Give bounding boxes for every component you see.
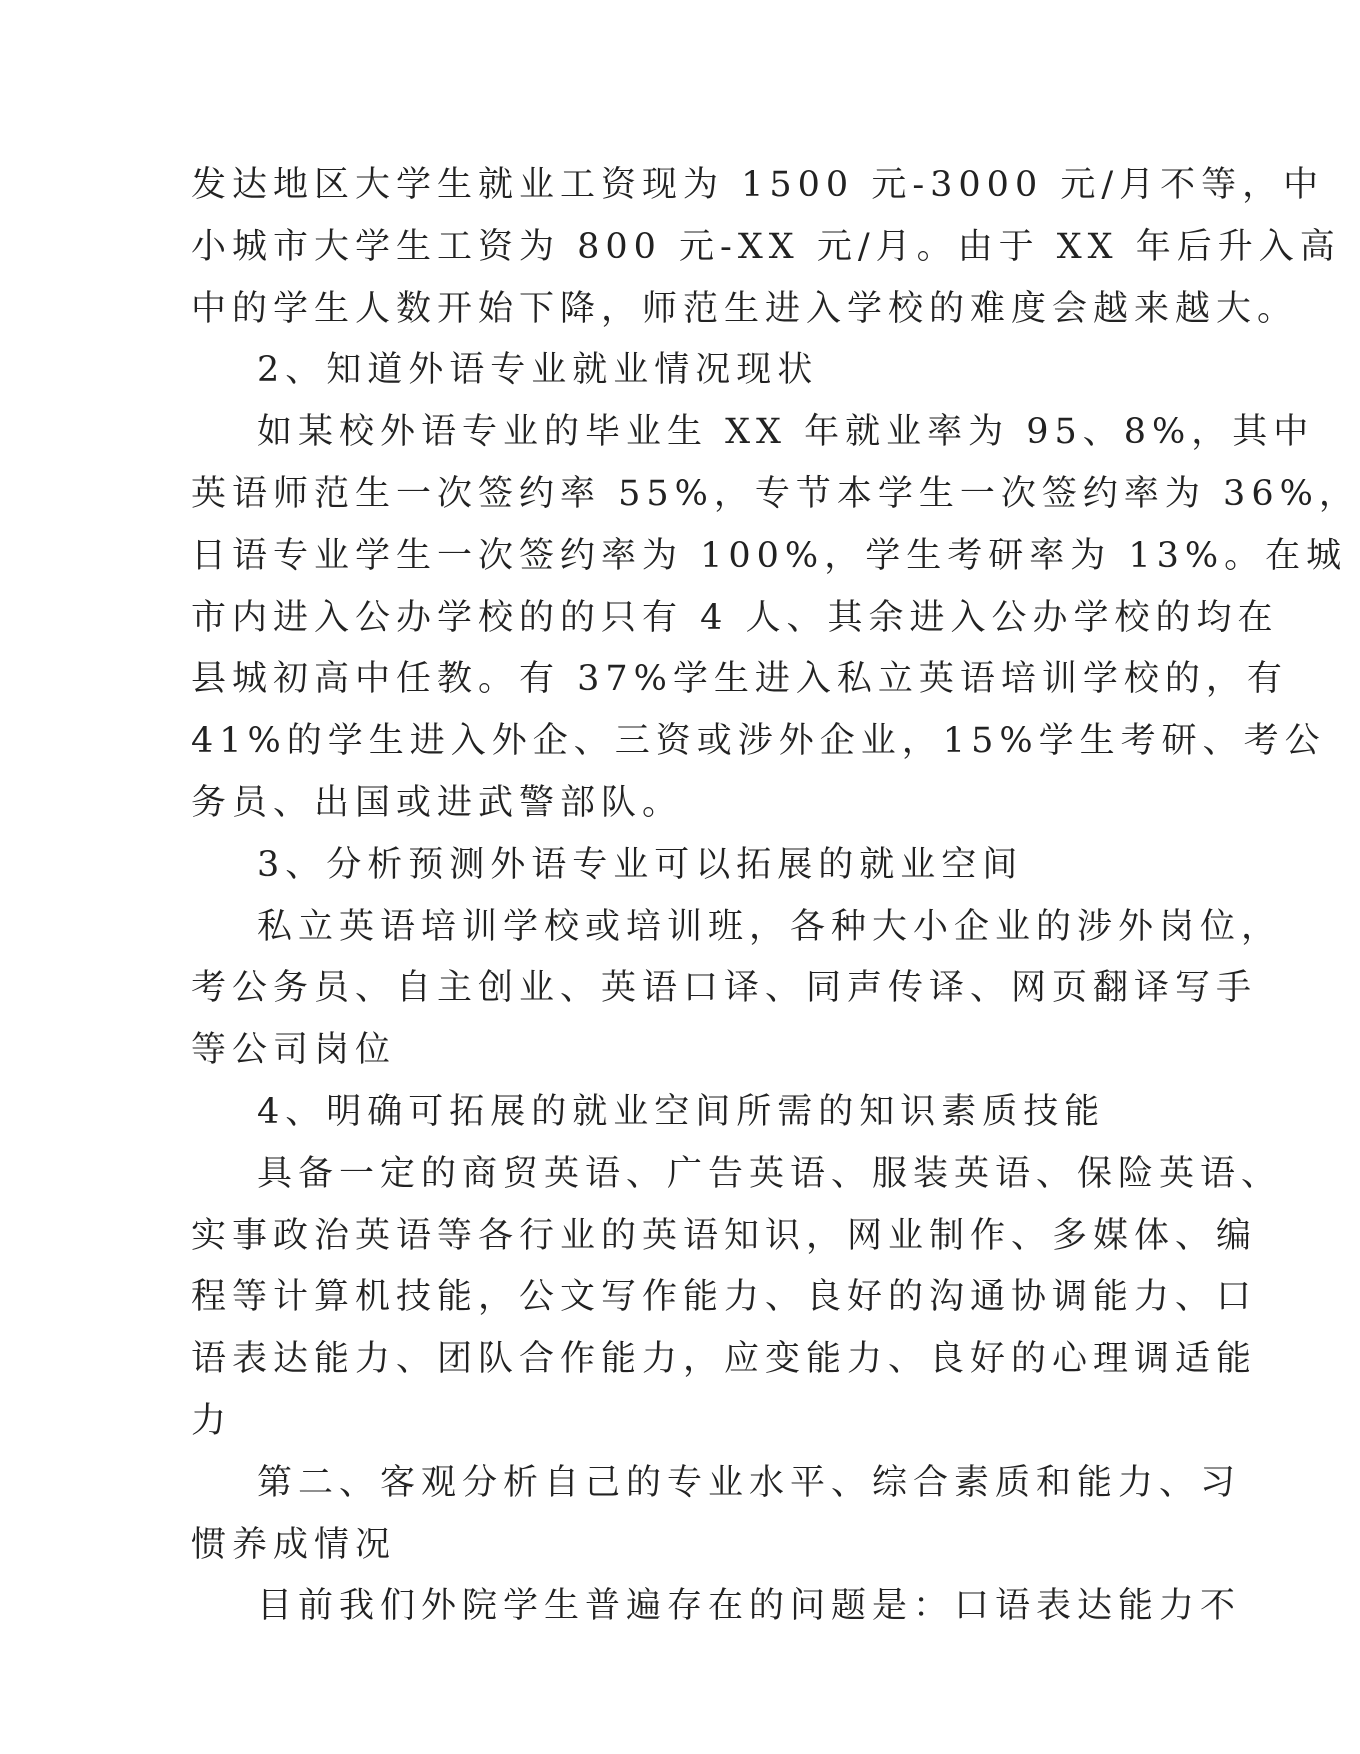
text-line: 等公司岗位	[191, 1030, 397, 1071]
body-text	[191, 155, 1360, 1638]
text-line: 语表达能力、团队合作能力，应变能力、良好的心理调适能	[191, 1339, 1258, 1380]
text-line: 考公务员、自主创业、英语口译、同声传译、网页翻译写手	[191, 968, 1258, 1009]
text-line: 惯养成情况	[191, 1524, 397, 1565]
section-heading: 2、知道外语专业就业情况现状	[257, 350, 819, 391]
text-line: 私立英语培训学校或培训班，各种大小企业的涉外岗位，	[257, 906, 1283, 947]
text-line: 中的学生人数开始下降，师范生进入学校的难度会越来越大。	[191, 288, 1299, 329]
text-line: 县城初高中任教。有 37%学生进入私立英语培训学校的，有	[191, 659, 1288, 700]
text-line: 实事政治英语等各行业的英语知识，网业制作、多媒体、编	[191, 1215, 1258, 1256]
text-line: 目前我们外院学生普遍存在的问题是：口语表达能力不	[257, 1586, 1242, 1627]
text-line: 力	[191, 1400, 233, 1441]
text-line: 具备一定的商贸英语、广告英语、服装英语、保险英语、	[257, 1153, 1283, 1194]
text-line: 发达地区大学生就业工资现为 1500 元-3000 元/月不等，中	[191, 165, 1325, 205]
text-line: 务员、出国或进武警部队。	[191, 782, 684, 823]
text-line: 小城市大学生工资为 800 元-XX 元/月。由于 XX 年后升入高	[191, 226, 1341, 267]
text-line: 41%的学生进入外企、三资或涉外企业，15%学生考研、考公	[191, 721, 1326, 762]
section-heading: 4、明确可拓展的就业空间所需的知识素质技能	[257, 1091, 1106, 1132]
text-line: 程等计算机技能，公文写作能力、良好的沟通协调能力、口	[191, 1277, 1258, 1318]
text-line: 如某校外语专业的毕业生 XX 年就业率为 95、8%，其中	[257, 412, 1315, 453]
text-line: 日语专业学生一次签约率为 100%，学生考研率为 13%。在城	[191, 535, 1348, 576]
section-heading: 第二、客观分析自己的专业水平、综合素质和能力、习	[257, 1462, 1242, 1503]
text-line: 英语师范生一次签约率 55%，专节本学生一次签约率为 36%，	[191, 473, 1360, 514]
section-heading: 3、分析预测外语专业可以拓展的就业空间	[257, 844, 1024, 885]
text-line: 市内进入公办学校的的只有 4 人、其余进入公办学校的均在	[191, 597, 1279, 638]
